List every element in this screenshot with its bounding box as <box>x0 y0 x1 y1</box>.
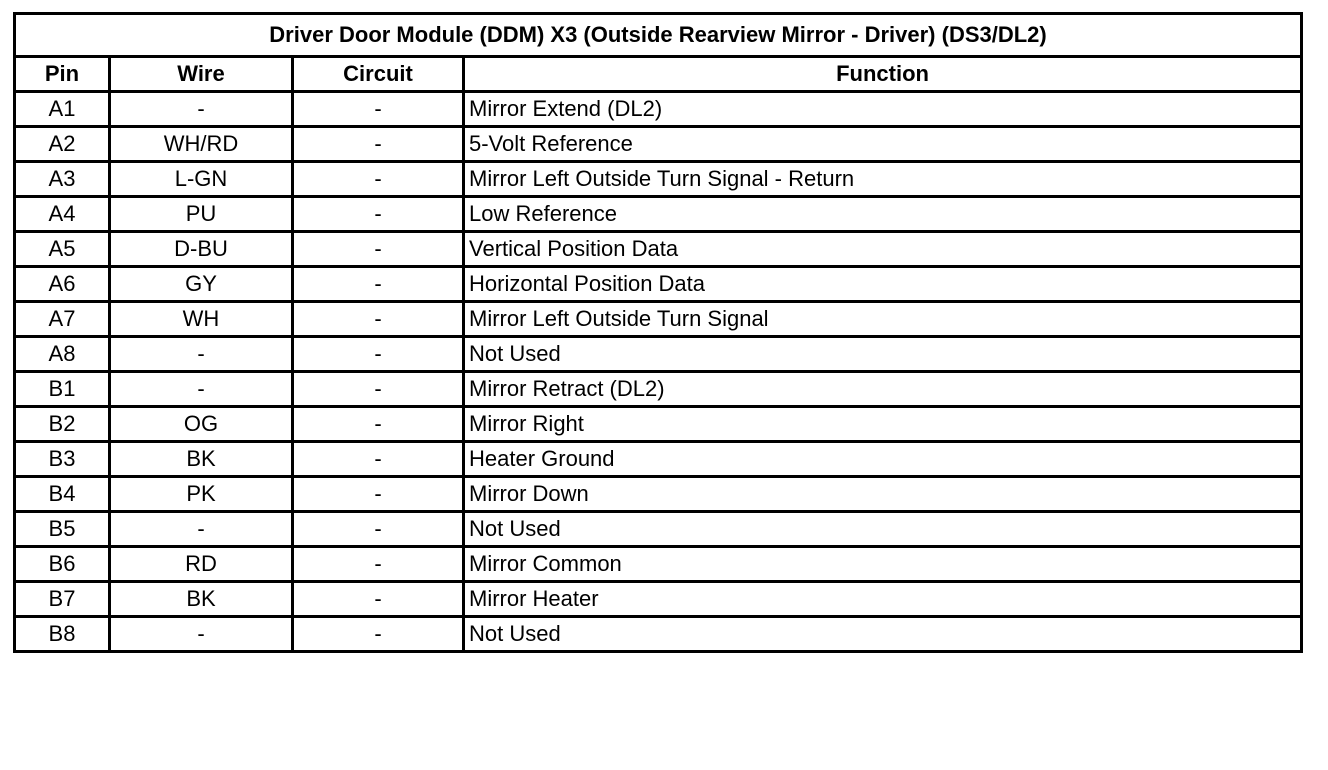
column-header-wire: Wire <box>110 57 293 92</box>
table-row <box>15 407 1302 442</box>
pin-cell: B3 <box>15 442 110 477</box>
table-header-row <box>15 57 1302 92</box>
wire-cell: BK <box>110 582 293 617</box>
function-cell: Mirror Right <box>464 407 1302 442</box>
function-cell: Heater Ground <box>464 442 1302 477</box>
pin-cell: B7 <box>15 582 110 617</box>
circuit-cell: - <box>293 617 464 652</box>
function-cell: Not Used <box>464 337 1302 372</box>
wire-cell: GY <box>110 267 293 302</box>
pin-cell: A6 <box>15 267 110 302</box>
function-cell: Mirror Common <box>464 547 1302 582</box>
function-cell: Not Used <box>464 512 1302 547</box>
table-title: Driver Door Module (DDM) X3 (Outside Rearview Mirror - Driver) (DS3/DL2) <box>15 14 1302 57</box>
circuit-cell: - <box>293 337 464 372</box>
wire-cell: BK <box>110 442 293 477</box>
wire-cell: RD <box>110 547 293 582</box>
circuit-cell: - <box>293 512 464 547</box>
wire-cell: - <box>110 337 293 372</box>
table-row <box>15 512 1302 547</box>
table-row <box>15 582 1302 617</box>
table-row <box>15 477 1302 512</box>
table-row <box>15 162 1302 197</box>
wire-cell: - <box>110 372 293 407</box>
table-row <box>15 442 1302 477</box>
wire-cell: - <box>110 92 293 127</box>
wire-cell: - <box>110 617 293 652</box>
table-row <box>15 302 1302 337</box>
function-cell: Mirror Down <box>464 477 1302 512</box>
circuit-cell: - <box>293 372 464 407</box>
function-cell: 5-Volt Reference <box>464 127 1302 162</box>
table-title-row <box>15 14 1302 57</box>
circuit-cell: - <box>293 442 464 477</box>
function-cell: Mirror Left Outside Turn Signal - Return <box>464 162 1302 197</box>
function-cell: Horizontal Position Data <box>464 267 1302 302</box>
function-cell: Mirror Heater <box>464 582 1302 617</box>
wire-cell: L-GN <box>110 162 293 197</box>
pin-cell: B6 <box>15 547 110 582</box>
function-cell: Not Used <box>464 617 1302 652</box>
circuit-cell: - <box>293 302 464 337</box>
pin-cell: A4 <box>15 197 110 232</box>
connector-pinout-table <box>13 12 1303 653</box>
wire-cell: OG <box>110 407 293 442</box>
table-row <box>15 617 1302 652</box>
wire-cell: PK <box>110 477 293 512</box>
circuit-cell: - <box>293 92 464 127</box>
wire-cell: PU <box>110 197 293 232</box>
wire-cell: - <box>110 512 293 547</box>
circuit-cell: - <box>293 127 464 162</box>
circuit-cell: - <box>293 582 464 617</box>
table-row <box>15 127 1302 162</box>
pin-cell: A2 <box>15 127 110 162</box>
circuit-cell: - <box>293 547 464 582</box>
pin-cell: A8 <box>15 337 110 372</box>
table-row <box>15 547 1302 582</box>
column-header-pin: Pin <box>15 57 110 92</box>
pin-cell: B1 <box>15 372 110 407</box>
column-header-function: Function <box>464 57 1302 92</box>
function-cell: Mirror Left Outside Turn Signal <box>464 302 1302 337</box>
pin-cell: A5 <box>15 232 110 267</box>
circuit-cell: - <box>293 267 464 302</box>
pin-cell: A7 <box>15 302 110 337</box>
table-row <box>15 372 1302 407</box>
table-row <box>15 232 1302 267</box>
wire-cell: WH/RD <box>110 127 293 162</box>
circuit-cell: - <box>293 477 464 512</box>
pin-cell: B4 <box>15 477 110 512</box>
table-row <box>15 337 1302 372</box>
circuit-cell: - <box>293 232 464 267</box>
function-cell: Mirror Retract (DL2) <box>464 372 1302 407</box>
table-body <box>15 92 1302 652</box>
function-cell: Mirror Extend (DL2) <box>464 92 1302 127</box>
pin-cell: B5 <box>15 512 110 547</box>
wire-cell: D-BU <box>110 232 293 267</box>
pin-cell: A1 <box>15 92 110 127</box>
circuit-cell: - <box>293 162 464 197</box>
pin-cell: A3 <box>15 162 110 197</box>
wire-cell: WH <box>110 302 293 337</box>
function-cell: Vertical Position Data <box>464 232 1302 267</box>
pin-cell: B2 <box>15 407 110 442</box>
pin-cell: B8 <box>15 617 110 652</box>
table-row <box>15 92 1302 127</box>
circuit-cell: - <box>293 197 464 232</box>
column-header-circuit: Circuit <box>293 57 464 92</box>
table-row <box>15 267 1302 302</box>
function-cell: Low Reference <box>464 197 1302 232</box>
circuit-cell: - <box>293 407 464 442</box>
table-row <box>15 197 1302 232</box>
